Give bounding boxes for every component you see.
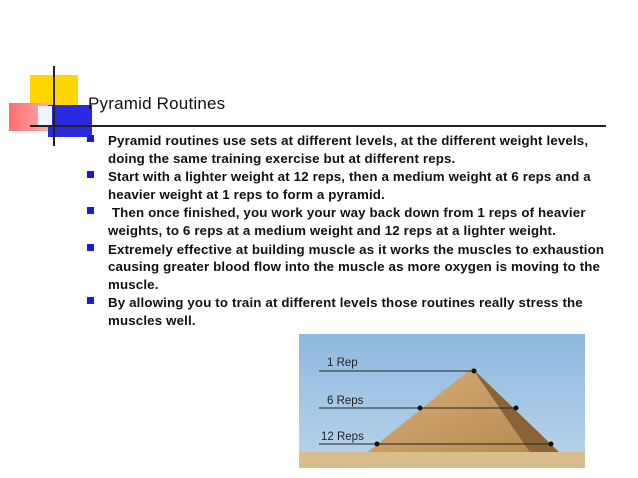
bullet-text: Pyramid routines use sets at different levels, at the different weight levels, doing the same training exercise but at different reps. <box>108 133 589 166</box>
rep-dot <box>514 406 519 411</box>
slide-title: Pyramid Routines <box>88 94 226 113</box>
list-item <box>84 168 614 203</box>
title-underline <box>30 125 606 127</box>
rep-dot <box>418 406 423 411</box>
list-item <box>84 294 588 329</box>
square-bullet-icon <box>87 207 94 214</box>
list-item <box>84 204 614 239</box>
label-1-rep: 1 Rep <box>327 357 358 369</box>
bullet-text: By allowing you to train at different levels those routines really stress the muscles well. <box>108 295 583 328</box>
label-12-reps: 12 Reps <box>321 431 364 443</box>
rep-dot <box>472 369 477 374</box>
bullet-text: Extremely effective at building muscle as it works the muscles to exhaustion causing greater blood flow into the muscle as more oxygen is moving to the muscle. <box>108 241 605 292</box>
list-item <box>84 132 614 167</box>
bullet-text: Start with a lighter weight at 12 reps, then a medium weight at 6 reps and a heavier weight at 1 reps to form a pyramid. <box>108 169 591 202</box>
pyramid-photo <box>299 334 585 468</box>
rep-dot <box>549 442 554 447</box>
list-item <box>84 241 614 294</box>
rep-dot <box>375 442 380 447</box>
bullet-list <box>84 132 614 331</box>
square-bullet-icon <box>87 244 94 251</box>
decor-vertical-line <box>53 66 55 146</box>
bullet-text: Then once finished, you work your way back down from 1 reps of heavier weights, to 6 reps at a medium weight and 12 reps at a lighter weight. <box>108 205 590 238</box>
sand <box>299 452 585 468</box>
square-bullet-icon <box>87 135 94 142</box>
square-bullet-icon <box>87 171 94 178</box>
decor-white-square <box>38 106 52 126</box>
square-bullet-icon <box>87 297 94 304</box>
label-6-reps: 6 Reps <box>327 395 364 407</box>
